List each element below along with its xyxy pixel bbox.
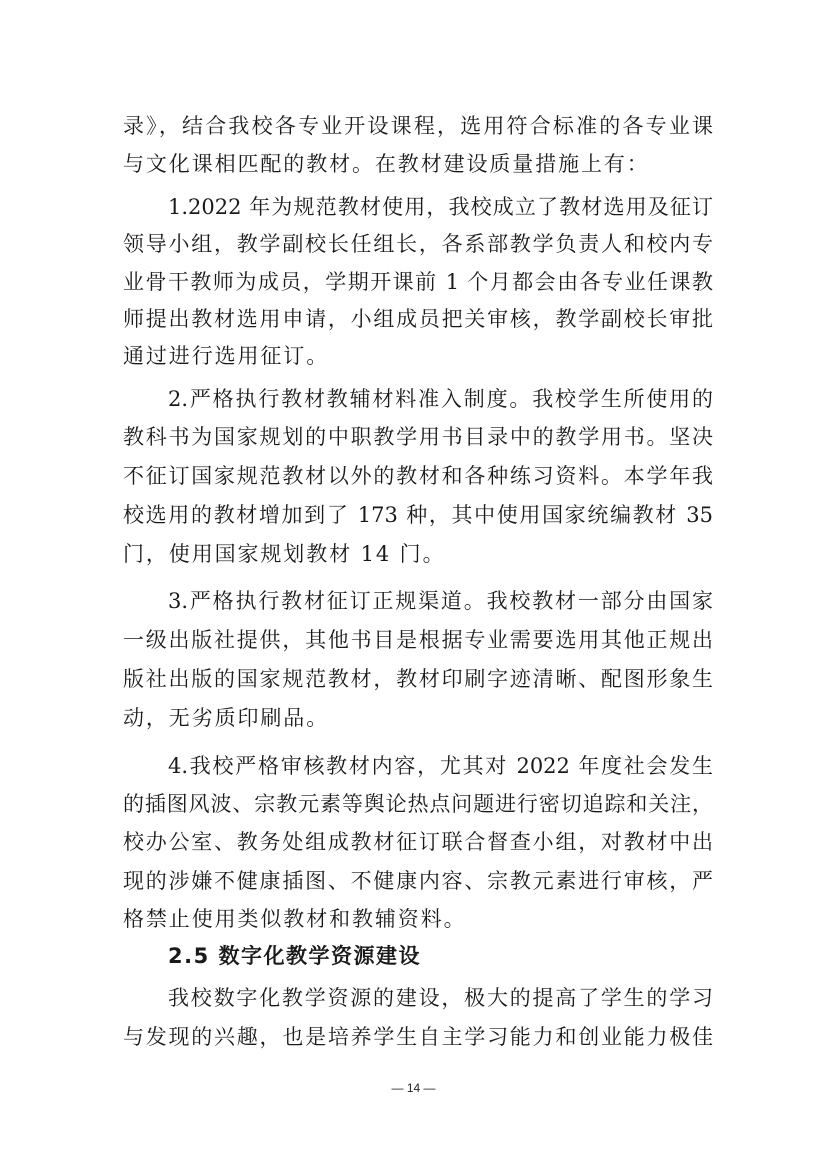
paragraph-line: 业骨干教师为成员，学期开课前 1 个月都会由各专业任课教 [123, 270, 713, 294]
paragraph-line: 不征订国家规范教材以外的教材和各种练习资料。本学年我 [123, 464, 713, 488]
paragraph-line: 现的涉嫌不健康插图、不健康内容、宗教元素进行审核，严 [123, 869, 713, 893]
page-number: — 14 — [391, 1081, 436, 1095]
paragraph-line: 门，使用国家规划教材 14 门。 [123, 542, 446, 566]
paragraph-line: 录》，结合我校各专业开设课程，选用符合标准的各专业课 [123, 114, 713, 138]
paragraph-line: 教科书为国家规划的中职教学用书目录中的教学用书。坚决 [123, 425, 713, 449]
paragraph-line: 与文化课相匹配的教材。在教材建设质量措施上有： [123, 152, 650, 176]
paragraph-line: 版社出版的国家规范教材，教材印刷字迹清晰、配图形象生 [123, 667, 713, 691]
list-item-3-line: 3.严格执行教材征订正规渠道。我校教材一部分由国家 [168, 589, 713, 613]
paragraph-line: 校办公室、教务处组成教材征订联合督查小组，对教材中出 [123, 830, 713, 854]
paragraph-first-line: 我校数字化教学资源的建设，极大的提高了学生的学习 [168, 986, 713, 1010]
paragraph-line: 与发现的兴趣，也是培养学生自主学习能力和创业能力极佳 [123, 1025, 713, 1049]
paragraph-line: 格禁止使用类似教材和教辅资料。 [123, 907, 467, 931]
paragraph-line: 通过进行选用征订。 [123, 344, 330, 368]
list-item-2-line: 2.严格执行教材教辅材料准入制度。我校学生所使用的 [168, 387, 713, 411]
list-item-4-line: 4.我校严格审核教材内容，尤其对 2022 年度社会发生 [168, 754, 713, 778]
paragraph-line: 校选用的教材增加到了 173 种，其中使用国家统编教材 35 [123, 503, 713, 527]
list-item-1-line: 1.2022 年为规范教材使用，我校成立了教材选用及征订 [168, 195, 713, 219]
paragraph-line: 动，无劣质印刷品。 [123, 706, 330, 730]
section-heading: 2.5 数字化教学资源建设 [168, 944, 422, 968]
paragraph-line: 的插图风波、宗教元素等舆论热点问题进行密切追踪和关注， [123, 792, 713, 816]
paragraph-line: 领导小组，教学副校长任组长，各系部教学负责人和校内专 [123, 232, 713, 256]
paragraph-line: 师提出教材选用申请，小组成员把关审核，教学副校长审批 [123, 307, 713, 331]
paragraph-line: 一级出版社提供，其他书目是根据专业需要选用其他正规出 [123, 628, 713, 652]
